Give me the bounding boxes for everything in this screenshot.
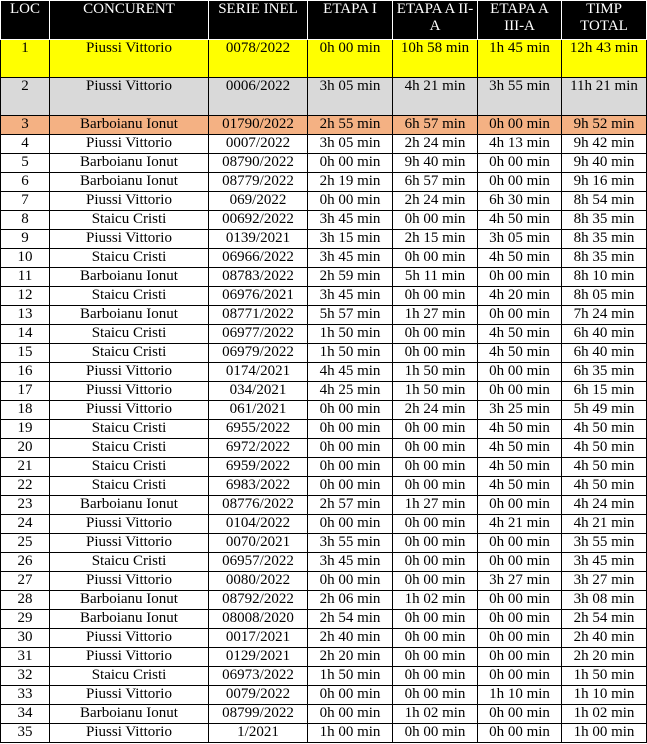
serie-inel-cell: 6972/2022	[209, 439, 308, 458]
timp-total-cell: 6h 35 min	[562, 363, 647, 382]
serie-inel-cell: 061/2021	[209, 401, 308, 420]
serie-inel-cell: 0078/2022	[209, 40, 308, 78]
concurent-cell: Barboianu Ionut	[50, 705, 209, 724]
etapa-1-cell: 0h 00 min	[308, 40, 393, 78]
loc-cell: 28	[1, 591, 50, 610]
loc-cell: 3	[1, 116, 50, 135]
loc-cell: 13	[1, 306, 50, 325]
etapa-3-cell: 0h 00 min	[478, 629, 562, 648]
serie-inel-cell: 0079/2022	[209, 686, 308, 705]
concurent-cell: Piussi Vittorio	[50, 534, 209, 553]
etapa-2-cell: 0h 00 min	[393, 477, 478, 496]
loc-cell: 7	[1, 192, 50, 211]
timp-total-cell: 8h 35 min	[562, 249, 647, 268]
etapa-1-cell: 2h 55 min	[308, 116, 393, 135]
etapa-2-cell: 0h 00 min	[393, 629, 478, 648]
timp-total-cell: 6h 40 min	[562, 344, 647, 363]
etapa-2-cell: 0h 00 min	[393, 287, 478, 306]
header-loc: LOC	[1, 1, 50, 40]
etapa-3-cell: 0h 00 min	[478, 306, 562, 325]
etapa-2-cell: 1h 50 min	[393, 363, 478, 382]
loc-cell: 1	[1, 40, 50, 78]
etapa-1-cell: 1h 50 min	[308, 667, 393, 686]
timp-total-cell: 9h 40 min	[562, 154, 647, 173]
table-row	[1, 382, 647, 401]
serie-inel-cell: 0070/2021	[209, 534, 308, 553]
etapa-3-cell: 4h 50 min	[478, 249, 562, 268]
etapa-1-cell: 1h 50 min	[308, 344, 393, 363]
etapa-3-cell: 4h 21 min	[478, 515, 562, 534]
table-row	[1, 515, 647, 534]
timp-total-cell: 7h 24 min	[562, 306, 647, 325]
serie-inel-cell: 06979/2022	[209, 344, 308, 363]
etapa-1-cell: 2h 19 min	[308, 173, 393, 192]
etapa-3-cell: 0h 00 min	[478, 268, 562, 287]
serie-inel-cell: 08771/2022	[209, 306, 308, 325]
etapa-2-cell: 0h 00 min	[393, 667, 478, 686]
concurent-cell: Staicu Cristi	[50, 344, 209, 363]
serie-inel-cell: 06957/2022	[209, 553, 308, 572]
etapa-3-cell: 4h 50 min	[478, 325, 562, 344]
etapa-2-cell: 6h 57 min	[393, 173, 478, 192]
concurent-cell: Piussi Vittorio	[50, 515, 209, 534]
loc-cell: 31	[1, 648, 50, 667]
serie-inel-cell: 034/2021	[209, 382, 308, 401]
table-row	[1, 401, 647, 420]
table-row	[1, 572, 647, 591]
etapa-3-cell: 0h 00 min	[478, 496, 562, 515]
timp-total-cell: 5h 49 min	[562, 401, 647, 420]
concurent-cell: Staicu Cristi	[50, 458, 209, 477]
etapa-2-cell: 1h 02 min	[393, 705, 478, 724]
table-row	[1, 667, 647, 686]
etapa-3-cell: 4h 13 min	[478, 135, 562, 154]
etapa-3-cell: 1h 45 min	[478, 40, 562, 78]
loc-cell: 4	[1, 135, 50, 154]
serie-inel-cell: 08008/2020	[209, 610, 308, 629]
serie-inel-cell: 08792/2022	[209, 591, 308, 610]
etapa-1-cell: 0h 00 min	[308, 572, 393, 591]
serie-inel-cell: 00692/2022	[209, 211, 308, 230]
concurent-cell: Piussi Vittorio	[50, 78, 209, 116]
etapa-2-cell: 4h 21 min	[393, 78, 478, 116]
serie-inel-cell: 08779/2022	[209, 173, 308, 192]
etapa-1-cell: 4h 45 min	[308, 363, 393, 382]
timp-total-cell: 8h 05 min	[562, 287, 647, 306]
etapa-1-cell: 0h 00 min	[308, 686, 393, 705]
etapa-2-cell: 0h 00 min	[393, 458, 478, 477]
table-row	[1, 439, 647, 458]
serie-inel-cell: 0104/2022	[209, 515, 308, 534]
etapa-3-cell: 4h 50 min	[478, 211, 562, 230]
etapa-1-cell: 3h 45 min	[308, 211, 393, 230]
etapa-1-cell: 0h 00 min	[308, 705, 393, 724]
timp-total-cell: 2h 40 min	[562, 629, 647, 648]
header-row	[1, 1, 647, 40]
etapa-1-cell: 0h 00 min	[308, 154, 393, 173]
etapa-1-cell: 2h 06 min	[308, 591, 393, 610]
etapa-2-cell: 2h 15 min	[393, 230, 478, 249]
serie-inel-cell: 1/2021	[209, 724, 308, 743]
etapa-3-cell: 0h 00 min	[478, 705, 562, 724]
concurent-cell: Barboianu Ionut	[50, 116, 209, 135]
serie-inel-cell: 6983/2022	[209, 477, 308, 496]
concurent-cell: Piussi Vittorio	[50, 363, 209, 382]
etapa-3-cell: 3h 55 min	[478, 78, 562, 116]
etapa-3-cell: 0h 00 min	[478, 116, 562, 135]
etapa-1-cell: 2h 20 min	[308, 648, 393, 667]
loc-cell: 16	[1, 363, 50, 382]
table-row	[1, 306, 647, 325]
concurent-cell: Piussi Vittorio	[50, 686, 209, 705]
loc-cell: 30	[1, 629, 50, 648]
etapa-3-cell: 0h 00 min	[478, 610, 562, 629]
etapa-3-cell: 0h 00 min	[478, 154, 562, 173]
timp-total-cell: 4h 50 min	[562, 477, 647, 496]
header-etapa-3: ETAPA A III-A	[478, 1, 562, 40]
etapa-1-cell: 3h 15 min	[308, 230, 393, 249]
etapa-2-cell: 2h 24 min	[393, 401, 478, 420]
timp-total-cell: 9h 52 min	[562, 116, 647, 135]
etapa-1-cell: 0h 00 min	[308, 401, 393, 420]
table-row	[1, 211, 647, 230]
etapa-1-cell: 3h 45 min	[308, 287, 393, 306]
timp-total-cell: 8h 35 min	[562, 211, 647, 230]
table-row	[1, 648, 647, 667]
table-row	[1, 420, 647, 439]
etapa-1-cell: 1h 00 min	[308, 724, 393, 743]
etapa-1-cell: 3h 05 min	[308, 78, 393, 116]
etapa-1-cell: 4h 25 min	[308, 382, 393, 401]
table-row	[1, 724, 647, 743]
etapa-1-cell: 2h 59 min	[308, 268, 393, 287]
concurent-cell: Piussi Vittorio	[50, 40, 209, 78]
etapa-2-cell: 0h 00 min	[393, 572, 478, 591]
etapa-1-cell: 3h 45 min	[308, 249, 393, 268]
timp-total-cell: 9h 16 min	[562, 173, 647, 192]
loc-cell: 25	[1, 534, 50, 553]
etapa-3-cell: 4h 50 min	[478, 477, 562, 496]
etapa-3-cell: 0h 00 min	[478, 173, 562, 192]
table-row	[1, 610, 647, 629]
loc-cell: 33	[1, 686, 50, 705]
etapa-2-cell: 0h 00 min	[393, 211, 478, 230]
concurent-cell: Piussi Vittorio	[50, 230, 209, 249]
etapa-1-cell: 3h 45 min	[308, 553, 393, 572]
loc-cell: 26	[1, 553, 50, 572]
loc-cell: 5	[1, 154, 50, 173]
etapa-3-cell: 4h 50 min	[478, 439, 562, 458]
loc-cell: 6	[1, 173, 50, 192]
table-row	[1, 496, 647, 515]
timp-total-cell: 8h 10 min	[562, 268, 647, 287]
concurent-cell: Barboianu Ionut	[50, 496, 209, 515]
serie-inel-cell: 06977/2022	[209, 325, 308, 344]
table-row	[1, 287, 647, 306]
serie-inel-cell: 06976/2021	[209, 287, 308, 306]
table-row	[1, 686, 647, 705]
table-row	[1, 116, 647, 135]
table-row	[1, 40, 647, 78]
timp-total-cell: 12h 43 min	[562, 40, 647, 78]
serie-inel-cell: 06966/2022	[209, 249, 308, 268]
loc-cell: 20	[1, 439, 50, 458]
table-row	[1, 173, 647, 192]
table-row	[1, 154, 647, 173]
etapa-2-cell: 0h 00 min	[393, 420, 478, 439]
table-row	[1, 477, 647, 496]
table-row	[1, 325, 647, 344]
etapa-3-cell: 3h 25 min	[478, 401, 562, 420]
concurent-cell: Piussi Vittorio	[50, 648, 209, 667]
etapa-2-cell: 0h 00 min	[393, 515, 478, 534]
concurent-cell: Staicu Cristi	[50, 553, 209, 572]
concurent-cell: Piussi Vittorio	[50, 724, 209, 743]
serie-inel-cell: 01790/2022	[209, 116, 308, 135]
loc-cell: 21	[1, 458, 50, 477]
etapa-3-cell: 0h 00 min	[478, 648, 562, 667]
loc-cell: 24	[1, 515, 50, 534]
etapa-3-cell: 4h 20 min	[478, 287, 562, 306]
loc-cell: 9	[1, 230, 50, 249]
loc-cell: 15	[1, 344, 50, 363]
loc-cell: 17	[1, 382, 50, 401]
etapa-2-cell: 6h 57 min	[393, 116, 478, 135]
concurent-cell: Piussi Vittorio	[50, 629, 209, 648]
loc-cell: 35	[1, 724, 50, 743]
etapa-1-cell: 0h 00 min	[308, 192, 393, 211]
timp-total-cell: 9h 42 min	[562, 135, 647, 154]
etapa-3-cell: 3h 27 min	[478, 572, 562, 591]
etapa-2-cell: 1h 27 min	[393, 496, 478, 515]
etapa-2-cell: 9h 40 min	[393, 154, 478, 173]
table-row	[1, 135, 647, 154]
table-row	[1, 230, 647, 249]
etapa-1-cell: 0h 00 min	[308, 458, 393, 477]
etapa-2-cell: 0h 00 min	[393, 344, 478, 363]
serie-inel-cell: 0139/2021	[209, 230, 308, 249]
header-etapa-1: ETAPA I	[308, 1, 393, 40]
etapa-1-cell: 2h 54 min	[308, 610, 393, 629]
etapa-2-cell: 1h 50 min	[393, 382, 478, 401]
concurent-cell: Staicu Cristi	[50, 249, 209, 268]
etapa-3-cell: 3h 05 min	[478, 230, 562, 249]
serie-inel-cell: 08790/2022	[209, 154, 308, 173]
loc-cell: 14	[1, 325, 50, 344]
table-row	[1, 629, 647, 648]
timp-total-cell: 8h 54 min	[562, 192, 647, 211]
table-row	[1, 553, 647, 572]
concurent-cell: Staicu Cristi	[50, 439, 209, 458]
etapa-3-cell: 4h 50 min	[478, 420, 562, 439]
loc-cell: 19	[1, 420, 50, 439]
concurent-cell: Staicu Cristi	[50, 477, 209, 496]
table-row	[1, 268, 647, 287]
etapa-1-cell: 0h 00 min	[308, 515, 393, 534]
header-concurent: CONCURENT	[50, 1, 209, 40]
etapa-2-cell: 1h 02 min	[393, 591, 478, 610]
table-row	[1, 344, 647, 363]
results-body	[1, 40, 647, 743]
table-row	[1, 363, 647, 382]
etapa-1-cell: 0h 00 min	[308, 439, 393, 458]
etapa-1-cell: 3h 05 min	[308, 135, 393, 154]
loc-cell: 18	[1, 401, 50, 420]
concurent-cell: Barboianu Ionut	[50, 610, 209, 629]
serie-inel-cell: 0080/2022	[209, 572, 308, 591]
concurent-cell: Piussi Vittorio	[50, 401, 209, 420]
etapa-2-cell: 0h 00 min	[393, 534, 478, 553]
timp-total-cell: 3h 27 min	[562, 572, 647, 591]
timp-total-cell: 3h 45 min	[562, 553, 647, 572]
table-row	[1, 591, 647, 610]
etapa-2-cell: 0h 00 min	[393, 724, 478, 743]
concurent-cell: Staicu Cristi	[50, 420, 209, 439]
concurent-cell: Barboianu Ionut	[50, 306, 209, 325]
etapa-2-cell: 2h 24 min	[393, 135, 478, 154]
loc-cell: 29	[1, 610, 50, 629]
loc-cell: 22	[1, 477, 50, 496]
table-row	[1, 705, 647, 724]
etapa-1-cell: 3h 55 min	[308, 534, 393, 553]
etapa-2-cell: 0h 00 min	[393, 325, 478, 344]
loc-cell: 34	[1, 705, 50, 724]
loc-cell: 12	[1, 287, 50, 306]
etapa-2-cell: 1h 27 min	[393, 306, 478, 325]
serie-inel-cell: 0006/2022	[209, 78, 308, 116]
timp-total-cell: 4h 24 min	[562, 496, 647, 515]
timp-total-cell: 8h 35 min	[562, 230, 647, 249]
timp-total-cell: 11h 21 min	[562, 78, 647, 116]
serie-inel-cell: 08799/2022	[209, 705, 308, 724]
serie-inel-cell: 08783/2022	[209, 268, 308, 287]
etapa-1-cell: 1h 50 min	[308, 325, 393, 344]
concurent-cell: Barboianu Ionut	[50, 173, 209, 192]
timp-total-cell: 1h 50 min	[562, 667, 647, 686]
etapa-3-cell: 1h 10 min	[478, 686, 562, 705]
serie-inel-cell: 6955/2022	[209, 420, 308, 439]
timp-total-cell: 4h 50 min	[562, 458, 647, 477]
timp-total-cell: 1h 02 min	[562, 705, 647, 724]
etapa-3-cell: 4h 50 min	[478, 344, 562, 363]
header-timp-total: TIMP TOTAL	[562, 1, 647, 40]
timp-total-cell: 4h 50 min	[562, 439, 647, 458]
concurent-cell: Piussi Vittorio	[50, 192, 209, 211]
loc-cell: 10	[1, 249, 50, 268]
timp-total-cell: 4h 21 min	[562, 515, 647, 534]
etapa-2-cell: 0h 00 min	[393, 439, 478, 458]
etapa-3-cell: 0h 00 min	[478, 534, 562, 553]
etapa-3-cell: 0h 00 min	[478, 724, 562, 743]
etapa-2-cell: 5h 11 min	[393, 268, 478, 287]
table-row	[1, 192, 647, 211]
loc-cell: 27	[1, 572, 50, 591]
etapa-2-cell: 0h 00 min	[393, 553, 478, 572]
concurent-cell: Staicu Cristi	[50, 211, 209, 230]
table-row	[1, 534, 647, 553]
concurent-cell: Barboianu Ionut	[50, 591, 209, 610]
timp-total-cell: 2h 54 min	[562, 610, 647, 629]
etapa-1-cell: 2h 40 min	[308, 629, 393, 648]
concurent-cell: Staicu Cristi	[50, 667, 209, 686]
table-row	[1, 78, 647, 116]
serie-inel-cell: 08776/2022	[209, 496, 308, 515]
timp-total-cell: 3h 08 min	[562, 591, 647, 610]
concurent-cell: Piussi Vittorio	[50, 572, 209, 591]
etapa-3-cell: 4h 50 min	[478, 458, 562, 477]
etapa-2-cell: 0h 00 min	[393, 610, 478, 629]
serie-inel-cell: 0017/2021	[209, 629, 308, 648]
timp-total-cell: 2h 20 min	[562, 648, 647, 667]
etapa-3-cell: 0h 00 min	[478, 363, 562, 382]
loc-cell: 8	[1, 211, 50, 230]
etapa-1-cell: 2h 57 min	[308, 496, 393, 515]
etapa-2-cell: 0h 00 min	[393, 648, 478, 667]
etapa-3-cell: 0h 00 min	[478, 382, 562, 401]
concurent-cell: Staicu Cristi	[50, 287, 209, 306]
loc-cell: 2	[1, 78, 50, 116]
etapa-2-cell: 0h 00 min	[393, 686, 478, 705]
concurent-cell: Piussi Vittorio	[50, 135, 209, 154]
etapa-1-cell: 0h 00 min	[308, 420, 393, 439]
serie-inel-cell: 0129/2021	[209, 648, 308, 667]
timp-total-cell: 1h 10 min	[562, 686, 647, 705]
timp-total-cell: 3h 55 min	[562, 534, 647, 553]
loc-cell: 11	[1, 268, 50, 287]
etapa-2-cell: 0h 00 min	[393, 249, 478, 268]
loc-cell: 23	[1, 496, 50, 515]
serie-inel-cell: 6959/2022	[209, 458, 308, 477]
etapa-3-cell: 0h 00 min	[478, 591, 562, 610]
header-serie-inel: SERIE INEL	[209, 1, 308, 40]
timp-total-cell: 6h 40 min	[562, 325, 647, 344]
concurent-cell: Piussi Vittorio	[50, 382, 209, 401]
table-row	[1, 249, 647, 268]
timp-total-cell: 6h 15 min	[562, 382, 647, 401]
etapa-2-cell: 2h 24 min	[393, 192, 478, 211]
etapa-3-cell: 0h 00 min	[478, 667, 562, 686]
serie-inel-cell: 06973/2022	[209, 667, 308, 686]
etapa-1-cell: 0h 00 min	[308, 477, 393, 496]
serie-inel-cell: 0174/2021	[209, 363, 308, 382]
serie-inel-cell: 0007/2022	[209, 135, 308, 154]
etapa-3-cell: 0h 00 min	[478, 553, 562, 572]
loc-cell: 32	[1, 667, 50, 686]
concurent-cell: Staicu Cristi	[50, 325, 209, 344]
timp-total-cell: 4h 50 min	[562, 420, 647, 439]
timp-total-cell: 1h 00 min	[562, 724, 647, 743]
etapa-2-cell: 10h 58 min	[393, 40, 478, 78]
serie-inel-cell: 069/2022	[209, 192, 308, 211]
header-etapa-2: ETAPA A II-A	[393, 1, 478, 40]
etapa-3-cell: 6h 30 min	[478, 192, 562, 211]
concurent-cell: Barboianu Ionut	[50, 154, 209, 173]
concurent-cell: Barboianu Ionut	[50, 268, 209, 287]
table-row	[1, 458, 647, 477]
etapa-1-cell: 5h 57 min	[308, 306, 393, 325]
